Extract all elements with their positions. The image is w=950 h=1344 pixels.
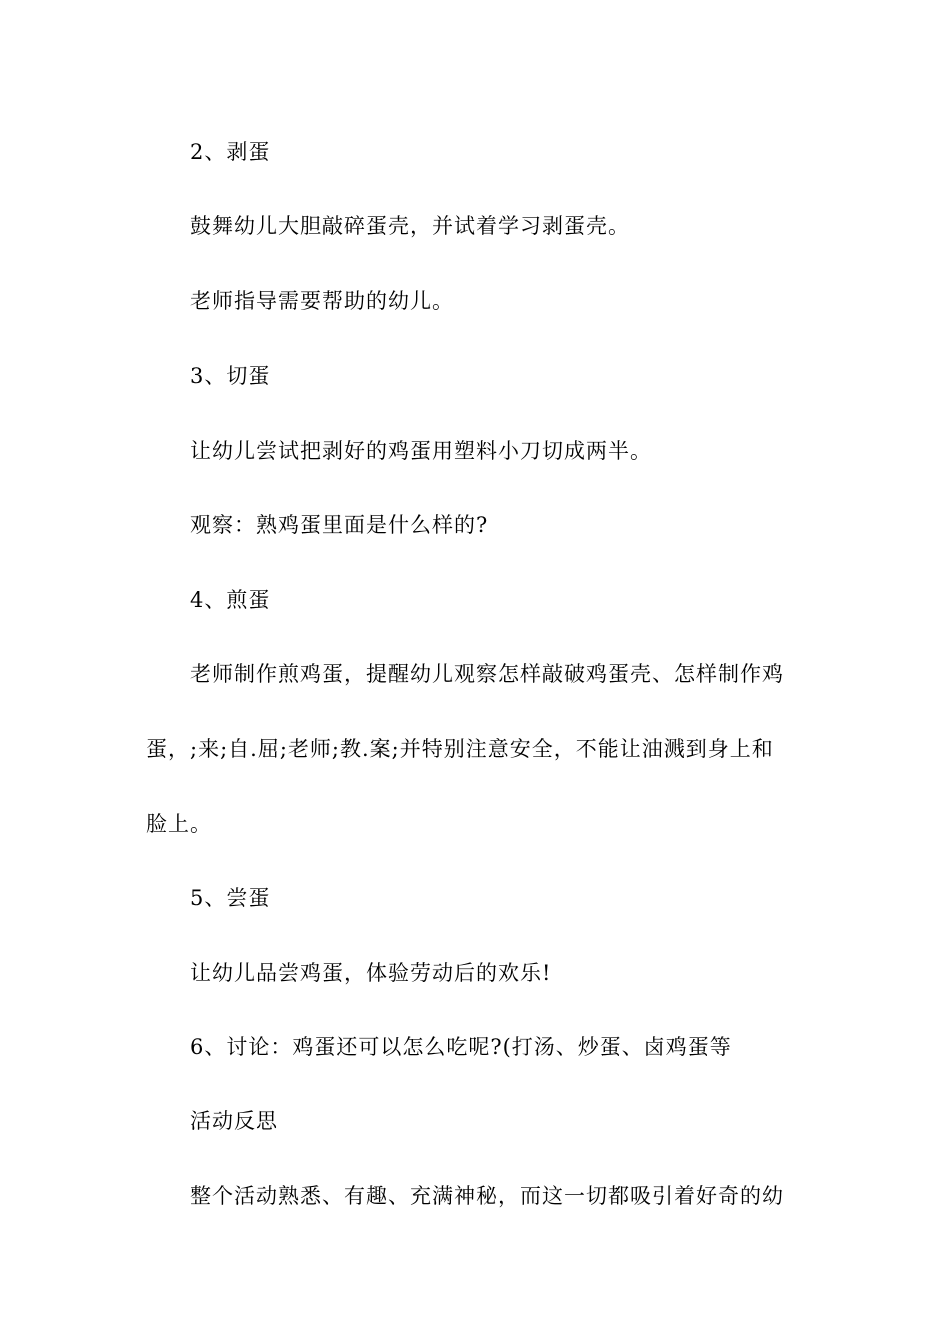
step-heading-taste: 5、尝蛋 (190, 886, 271, 910)
paragraph-line: 老师制作煎鸡蛋，提醒幼儿观察怎样敲破鸡蛋壳、怎样制作鸡 (190, 662, 784, 686)
section-heading-reflection: 活动反思 (190, 1109, 278, 1133)
step-heading-peel: 2、剥蛋 (190, 140, 271, 164)
step-heading-discuss: 6、讨论：鸡蛋还可以怎么吃呢?(打汤、炒蛋、卤鸡蛋等 (190, 1035, 732, 1059)
step-heading-fry: 4、煎蛋 (190, 588, 271, 612)
paragraph-line: 老师指导需要帮助的幼儿。 (190, 289, 454, 313)
paragraph-line: 让幼儿品尝鸡蛋，体验劳动后的欢乐! (190, 961, 552, 985)
paragraph-line: 整个活动熟悉、有趣、充满神秘，而这一切都吸引着好奇的幼 (190, 1184, 784, 1208)
paragraph-line: 脸上。 (146, 812, 212, 836)
paragraph-line: 鼓舞幼儿大胆敲碎蛋壳，并试着学习剥蛋壳。 (190, 214, 630, 238)
paragraph-line: 观察：熟鸡蛋里面是什么样的? (190, 513, 489, 537)
paragraph-line: 蛋，;来;自.屈;老师;教.案;并特别注意安全，不能让油溅到身上和 (146, 737, 774, 761)
paragraph-line: 让幼儿尝试把剥好的鸡蛋用塑料小刀切成两半。 (190, 439, 652, 463)
step-heading-cut: 3、切蛋 (190, 364, 271, 388)
